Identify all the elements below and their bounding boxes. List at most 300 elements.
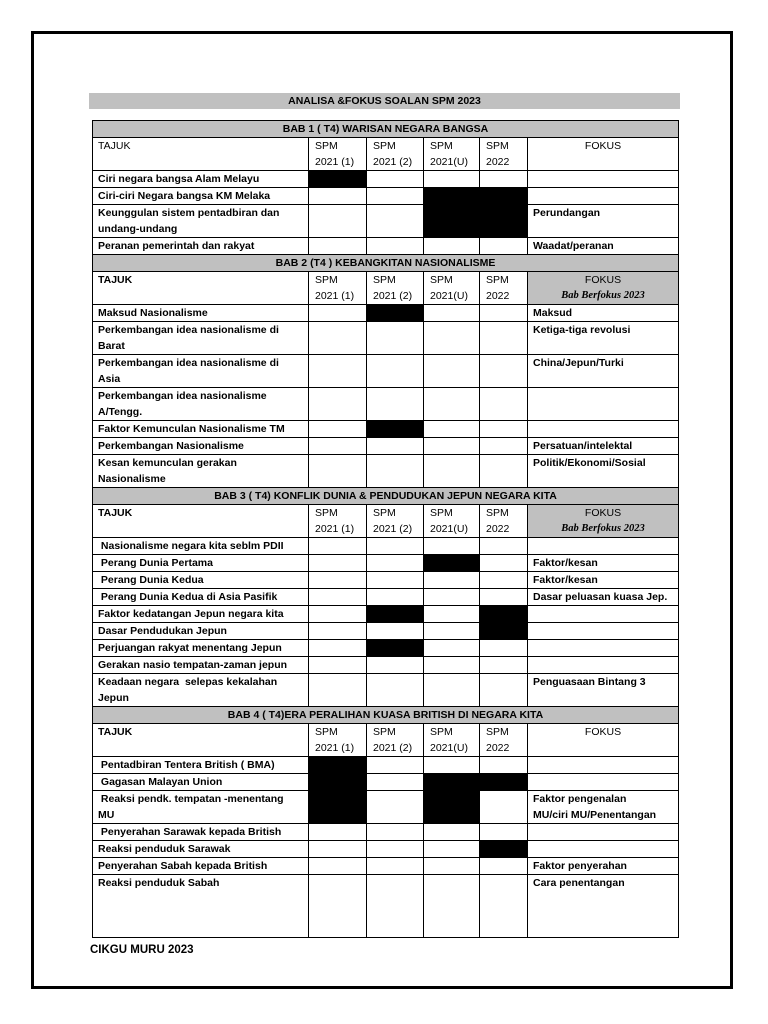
topic-cell xyxy=(93,205,309,238)
spm-mark-cell xyxy=(309,421,367,438)
topic-cell xyxy=(93,438,309,455)
spm-mark-cell xyxy=(480,824,528,841)
spm-mark-cell xyxy=(480,305,528,322)
table-row xyxy=(93,538,679,555)
topic-cell xyxy=(93,657,309,674)
spm-mark-cell xyxy=(367,640,424,657)
spm-mark-cell xyxy=(309,388,367,421)
focus-cell xyxy=(528,774,679,791)
topic-cell xyxy=(93,589,309,606)
topic-cell xyxy=(93,875,309,938)
header-spm-label: SPM xyxy=(373,274,396,286)
header-year-label: 2021 (2) xyxy=(373,290,413,302)
spm-mark-cell xyxy=(424,824,480,841)
spm-mark-cell xyxy=(309,791,367,824)
spm-mark-cell xyxy=(309,538,367,555)
focus-cell xyxy=(528,388,679,421)
spm-mark-cell xyxy=(480,674,528,707)
header-fokus xyxy=(528,724,679,757)
header-spm-label: SPM xyxy=(430,726,453,738)
spm-mark-cell xyxy=(367,388,424,421)
table-row xyxy=(93,455,679,488)
topic-text: Keunggulan sistem pentadbiran dan xyxy=(98,207,280,219)
header-spm-year xyxy=(309,138,367,171)
section-title-row xyxy=(93,255,679,272)
header-spm-year xyxy=(367,272,424,305)
spm-mark-cell xyxy=(367,205,424,238)
table-row xyxy=(93,438,679,455)
spm-mark-cell xyxy=(424,188,480,205)
spm-mark-cell xyxy=(480,875,528,938)
spm-mark-cell xyxy=(367,875,424,938)
spm-mark-cell xyxy=(480,188,528,205)
topic-text: Reaksi penduduk Sabah xyxy=(98,877,220,889)
header-spm-label: SPM xyxy=(430,274,453,286)
header-year-label: 2021 (2) xyxy=(373,523,413,535)
header-year-label: 2021 (1) xyxy=(315,742,355,754)
spm-mark-cell xyxy=(367,322,424,355)
spm-mark-cell xyxy=(309,858,367,875)
spm-mark-cell xyxy=(424,171,480,188)
table-row xyxy=(93,238,679,255)
header-fokus-label: FOKUS xyxy=(584,507,622,519)
table-row xyxy=(93,791,679,824)
topic-text: Ciri negara bangsa Alam Melayu xyxy=(98,173,260,185)
spm-mark-cell xyxy=(367,355,424,388)
topic-text: Penyerahan Sabah kepada British xyxy=(98,860,268,872)
header-year-label: 2022 xyxy=(486,742,510,754)
spm-mark-cell xyxy=(480,538,528,555)
topic-text: Perkembangan idea nasionalisme di xyxy=(98,357,279,369)
header-year-label: 2021(U) xyxy=(430,523,468,535)
topic-text: Perkembangan idea nasionalisme xyxy=(98,390,267,402)
header-spm-label: SPM xyxy=(486,507,509,519)
topic-cell xyxy=(93,238,309,255)
spm-mark-cell xyxy=(367,188,424,205)
focus-cell xyxy=(528,171,679,188)
spm-mark-cell xyxy=(309,572,367,589)
topic-text: Dasar Pendudukan Jepun xyxy=(98,625,227,637)
spm-mark-cell xyxy=(424,388,480,421)
header-year-label: 2021(U) xyxy=(430,290,468,302)
spm-mark-cell xyxy=(424,555,480,572)
topic-cell xyxy=(93,824,309,841)
spm-mark-cell xyxy=(309,623,367,640)
topic-cell xyxy=(93,774,309,791)
focus-text: Faktor/kesan xyxy=(533,557,598,569)
topic-cell xyxy=(93,791,309,824)
section-title-row xyxy=(93,707,679,724)
header-year-label: 2021 (2) xyxy=(373,742,413,754)
focus-cell xyxy=(528,538,679,555)
table-row xyxy=(93,589,679,606)
focus-cell xyxy=(528,824,679,841)
column-header-row xyxy=(93,505,679,538)
spm-mark-cell xyxy=(309,322,367,355)
spm-mark-cell xyxy=(309,305,367,322)
focus-chapter-note: Bab Berfokus 2023 xyxy=(561,523,645,534)
spm-mark-cell xyxy=(480,355,528,388)
table-row xyxy=(93,623,679,640)
focus-cell xyxy=(528,757,679,774)
focus-cell xyxy=(528,205,679,238)
spm-mark-cell xyxy=(424,455,480,488)
focus-cell xyxy=(528,875,679,938)
table-row xyxy=(93,606,679,623)
topic-text: undang-undang xyxy=(98,223,178,235)
topic-text: Gagasan Malayan Union xyxy=(98,776,223,788)
header-fokus xyxy=(528,138,679,171)
spm-mark-cell xyxy=(480,623,528,640)
topic-text: Gerakan nasio tempatan-zaman jepun xyxy=(98,659,288,671)
header-spm-year xyxy=(309,724,367,757)
spm-mark-cell xyxy=(480,757,528,774)
topic-cell xyxy=(93,188,309,205)
header-spm-label: SPM xyxy=(315,274,338,286)
spm-mark-cell xyxy=(367,623,424,640)
topic-text: Perang Dunia Pertama xyxy=(98,557,213,569)
spm-mark-cell xyxy=(424,623,480,640)
spm-mark-cell xyxy=(424,791,480,824)
table-row xyxy=(93,858,679,875)
header-year-label: 2022 xyxy=(486,290,510,302)
focus-text: Perundangan xyxy=(533,207,601,219)
header-spm-year xyxy=(309,505,367,538)
spm-mark-cell xyxy=(424,572,480,589)
spm-mark-cell xyxy=(424,322,480,355)
section-title: BAB 1 ( T4) WARISAN NEGARA BANGSA xyxy=(93,121,679,138)
analysis-table xyxy=(92,120,679,938)
topic-cell xyxy=(93,455,309,488)
spm-mark-cell xyxy=(424,438,480,455)
spm-mark-cell xyxy=(480,606,528,623)
header-year-label: 2021(U) xyxy=(430,156,468,168)
topic-cell xyxy=(93,640,309,657)
topic-text: Nasionalisme xyxy=(98,473,166,485)
spm-mark-cell xyxy=(309,555,367,572)
header-spm-year xyxy=(367,724,424,757)
section-title-row xyxy=(93,488,679,505)
spm-mark-cell xyxy=(309,674,367,707)
spm-mark-cell xyxy=(367,657,424,674)
table-row xyxy=(93,388,679,421)
spm-mark-cell xyxy=(480,572,528,589)
spm-mark-cell xyxy=(309,205,367,238)
spm-mark-cell xyxy=(424,355,480,388)
topic-cell xyxy=(93,858,309,875)
focus-text: Ketiga-tiga revolusi xyxy=(533,324,631,336)
spm-mark-cell xyxy=(309,171,367,188)
spm-mark-cell xyxy=(367,774,424,791)
header-tajuk: TAJUK xyxy=(93,724,309,757)
table-row xyxy=(93,757,679,774)
spm-mark-cell xyxy=(424,640,480,657)
header-spm-year xyxy=(480,505,528,538)
spm-mark-cell xyxy=(309,188,367,205)
focus-text: Cara penentangan xyxy=(533,877,625,889)
focus-text: Waadat/peranan xyxy=(533,240,614,252)
topic-cell xyxy=(93,757,309,774)
header-spm-label: SPM xyxy=(486,140,509,152)
topic-cell xyxy=(93,305,309,322)
focus-text: Faktor pengenalan xyxy=(533,793,627,805)
spm-mark-cell xyxy=(367,572,424,589)
header-spm-label: SPM xyxy=(430,507,453,519)
header-fokus xyxy=(528,272,679,305)
header-year-label: 2022 xyxy=(486,156,510,168)
focus-text: Persatuan/intelektal xyxy=(533,440,633,452)
topic-text: Nasionalisme negara kita seblm PDII xyxy=(98,540,284,552)
spm-mark-cell xyxy=(480,791,528,824)
spm-mark-cell xyxy=(424,538,480,555)
spm-mark-cell xyxy=(480,238,528,255)
topic-cell xyxy=(93,606,309,623)
spm-mark-cell xyxy=(480,858,528,875)
spm-mark-cell xyxy=(367,674,424,707)
topic-cell xyxy=(93,572,309,589)
spm-mark-cell xyxy=(424,238,480,255)
spm-mark-cell xyxy=(309,238,367,255)
column-header-row xyxy=(93,138,679,171)
topic-text: Keadaan negara selepas kekalahan xyxy=(98,676,278,688)
topic-text: Faktor kedatangan Jepun negara kita xyxy=(98,608,284,620)
spm-mark-cell xyxy=(309,657,367,674)
header-fokus-label: FOKUS xyxy=(584,274,622,286)
header-year-label: 2021 (2) xyxy=(373,156,413,168)
header-spm-label: SPM xyxy=(373,726,396,738)
focus-cell xyxy=(528,858,679,875)
focus-cell xyxy=(528,555,679,572)
spm-mark-cell xyxy=(424,305,480,322)
spm-mark-cell xyxy=(424,674,480,707)
spm-mark-cell xyxy=(367,438,424,455)
topic-cell xyxy=(93,171,309,188)
spm-mark-cell xyxy=(480,171,528,188)
spm-mark-cell xyxy=(424,421,480,438)
spm-mark-cell xyxy=(480,841,528,858)
section-title: BAB 4 ( T4)ERA PERALIHAN KUASA BRITISH DI NEGARA KITA xyxy=(93,707,679,724)
focus-text: Dasar peluasan kuasa Jep. xyxy=(533,591,668,603)
spm-mark-cell xyxy=(480,455,528,488)
column-header-row xyxy=(93,724,679,757)
section-title: BAB 3 ( T4) KONFLIK DUNIA & PENDUDUKAN JEPUN NEGARA KITA xyxy=(93,488,679,505)
header-spm-label: SPM xyxy=(315,140,338,152)
focus-text: Politik/Ekonomi/Sosial xyxy=(533,457,646,469)
focus-text: Faktor penyerahan xyxy=(533,860,627,872)
header-spm-year xyxy=(424,505,480,538)
header-spm-year xyxy=(424,724,480,757)
section-title-row xyxy=(93,121,679,138)
header-spm-label: SPM xyxy=(373,507,396,519)
spm-mark-cell xyxy=(309,774,367,791)
focus-cell xyxy=(528,322,679,355)
spm-mark-cell xyxy=(309,455,367,488)
header-spm-year xyxy=(367,505,424,538)
table-row xyxy=(93,322,679,355)
focus-cell xyxy=(528,305,679,322)
spm-mark-cell xyxy=(367,841,424,858)
header-spm-label: SPM xyxy=(430,140,453,152)
spm-mark-cell xyxy=(309,438,367,455)
topic-text: Reaksi penduduk Sarawak xyxy=(98,843,231,855)
spm-mark-cell xyxy=(367,455,424,488)
topic-text: Perkembangan idea nasionalisme di xyxy=(98,324,279,336)
header-spm-label: SPM xyxy=(315,507,338,519)
spm-mark-cell xyxy=(367,555,424,572)
table-row xyxy=(93,171,679,188)
focus-chapter-note: Bab Berfokus 2023 xyxy=(561,290,645,301)
header-spm-label: SPM xyxy=(315,726,338,738)
spm-mark-cell xyxy=(367,606,424,623)
table-row xyxy=(93,875,679,938)
topic-cell xyxy=(93,623,309,640)
focus-cell xyxy=(528,791,679,824)
spm-mark-cell xyxy=(480,205,528,238)
topic-text: Ciri-ciri Negara bangsa KM Melaka xyxy=(98,190,271,202)
spm-mark-cell xyxy=(367,305,424,322)
spm-mark-cell xyxy=(309,875,367,938)
header-year-label: 2021 (1) xyxy=(315,290,355,302)
topic-cell xyxy=(93,841,309,858)
header-spm-year xyxy=(309,272,367,305)
spm-mark-cell xyxy=(480,388,528,421)
table-row xyxy=(93,555,679,572)
focus-cell xyxy=(528,188,679,205)
footer-author: CIKGU MURU 2023 xyxy=(90,944,194,956)
spm-mark-cell xyxy=(480,657,528,674)
table-row xyxy=(93,421,679,438)
header-spm-year xyxy=(424,138,480,171)
topic-text: Kesan kemunculan gerakan xyxy=(98,457,237,469)
topic-cell xyxy=(93,538,309,555)
focus-cell xyxy=(528,572,679,589)
spm-mark-cell xyxy=(480,322,528,355)
header-spm-label: SPM xyxy=(486,726,509,738)
header-year-label: 2021(U) xyxy=(430,742,468,754)
topic-cell xyxy=(93,555,309,572)
table-row xyxy=(93,188,679,205)
spm-mark-cell xyxy=(424,875,480,938)
table-row xyxy=(93,572,679,589)
spm-mark-cell xyxy=(480,640,528,657)
header-fokus-label: FOKUS xyxy=(584,726,622,738)
spm-mark-cell xyxy=(309,757,367,774)
topic-text: Perjuangan rakyat menentang Jepun xyxy=(98,642,282,654)
table-row xyxy=(93,774,679,791)
topic-text: Peranan pemerintah dan rakyat xyxy=(98,240,255,252)
topic-cell xyxy=(93,322,309,355)
topic-text: Barat xyxy=(98,340,125,352)
spm-mark-cell xyxy=(480,589,528,606)
header-spm-label: SPM xyxy=(373,140,396,152)
column-header-row xyxy=(93,272,679,305)
topic-text: Pentadbiran Tentera British ( BMA) xyxy=(98,759,275,771)
spm-mark-cell xyxy=(424,589,480,606)
focus-text: Faktor/kesan xyxy=(533,574,598,586)
topic-cell xyxy=(93,355,309,388)
spm-mark-cell xyxy=(424,858,480,875)
document-title: ANALISA &FOKUS SOALAN SPM 2023 xyxy=(89,93,680,109)
table-row xyxy=(93,841,679,858)
spm-mark-cell xyxy=(367,589,424,606)
spm-mark-cell xyxy=(424,657,480,674)
table-row xyxy=(93,824,679,841)
spm-mark-cell xyxy=(367,538,424,555)
spm-mark-cell xyxy=(424,841,480,858)
header-fokus-label: FOKUS xyxy=(584,140,622,152)
spm-mark-cell xyxy=(424,205,480,238)
topic-text: Perang Dunia Kedua di Asia Pasifik xyxy=(98,591,278,603)
focus-text: Maksud xyxy=(533,307,573,319)
spm-mark-cell xyxy=(480,438,528,455)
focus-cell xyxy=(528,421,679,438)
spm-mark-cell xyxy=(367,858,424,875)
focus-cell xyxy=(528,606,679,623)
header-spm-year xyxy=(480,138,528,171)
focus-text: Penguasaan Bintang 3 xyxy=(533,676,646,688)
header-year-label: 2021 (1) xyxy=(315,523,355,535)
header-spm-year xyxy=(480,724,528,757)
spm-mark-cell xyxy=(309,841,367,858)
focus-text: China/Jepun/Turki xyxy=(533,357,624,369)
focus-cell xyxy=(528,674,679,707)
header-spm-year xyxy=(480,272,528,305)
spm-mark-cell xyxy=(480,774,528,791)
topic-text: MU xyxy=(98,809,115,821)
table-row xyxy=(93,640,679,657)
spm-mark-cell xyxy=(424,757,480,774)
spm-mark-cell xyxy=(367,824,424,841)
header-tajuk: TAJUK xyxy=(93,272,309,305)
spm-mark-cell xyxy=(367,757,424,774)
spm-mark-cell xyxy=(424,774,480,791)
topic-cell xyxy=(93,674,309,707)
spm-mark-cell xyxy=(367,238,424,255)
header-tajuk: TAJUK xyxy=(93,138,309,171)
spm-mark-cell xyxy=(309,640,367,657)
spm-mark-cell xyxy=(367,171,424,188)
header-spm-label: SPM xyxy=(486,274,509,286)
focus-cell xyxy=(528,623,679,640)
header-spm-year xyxy=(424,272,480,305)
topic-cell xyxy=(93,421,309,438)
topic-text: Perkembangan Nasionalisme xyxy=(98,440,244,452)
spm-mark-cell xyxy=(309,589,367,606)
spm-mark-cell xyxy=(309,824,367,841)
section-title: BAB 2 (T4 ) KEBANGKITAN NASIONALISME xyxy=(93,255,679,272)
topic-text: Penyerahan Sarawak kepada British xyxy=(98,826,282,838)
topic-text: Jepun xyxy=(98,692,129,704)
header-tajuk: TAJUK xyxy=(93,505,309,538)
spm-mark-cell xyxy=(480,421,528,438)
topic-text: Maksud Nasionalisme xyxy=(98,307,208,319)
topic-text: Asia xyxy=(98,373,121,385)
topic-text: Faktor Kemunculan Nasionalisme TM xyxy=(98,423,285,435)
spm-mark-cell xyxy=(424,606,480,623)
focus-cell xyxy=(528,355,679,388)
topic-text: A/Tengg. xyxy=(98,406,143,418)
spm-mark-cell xyxy=(367,791,424,824)
table-row xyxy=(93,205,679,238)
topic-text: Reaksi pendk. tempatan -menentang xyxy=(98,793,284,805)
focus-cell xyxy=(528,238,679,255)
table-row xyxy=(93,305,679,322)
header-year-label: 2021 (1) xyxy=(315,156,355,168)
focus-text: MU/ciri MU/Penentangan xyxy=(533,809,657,821)
table-row xyxy=(93,657,679,674)
focus-cell xyxy=(528,589,679,606)
header-year-label: 2022 xyxy=(486,523,510,535)
